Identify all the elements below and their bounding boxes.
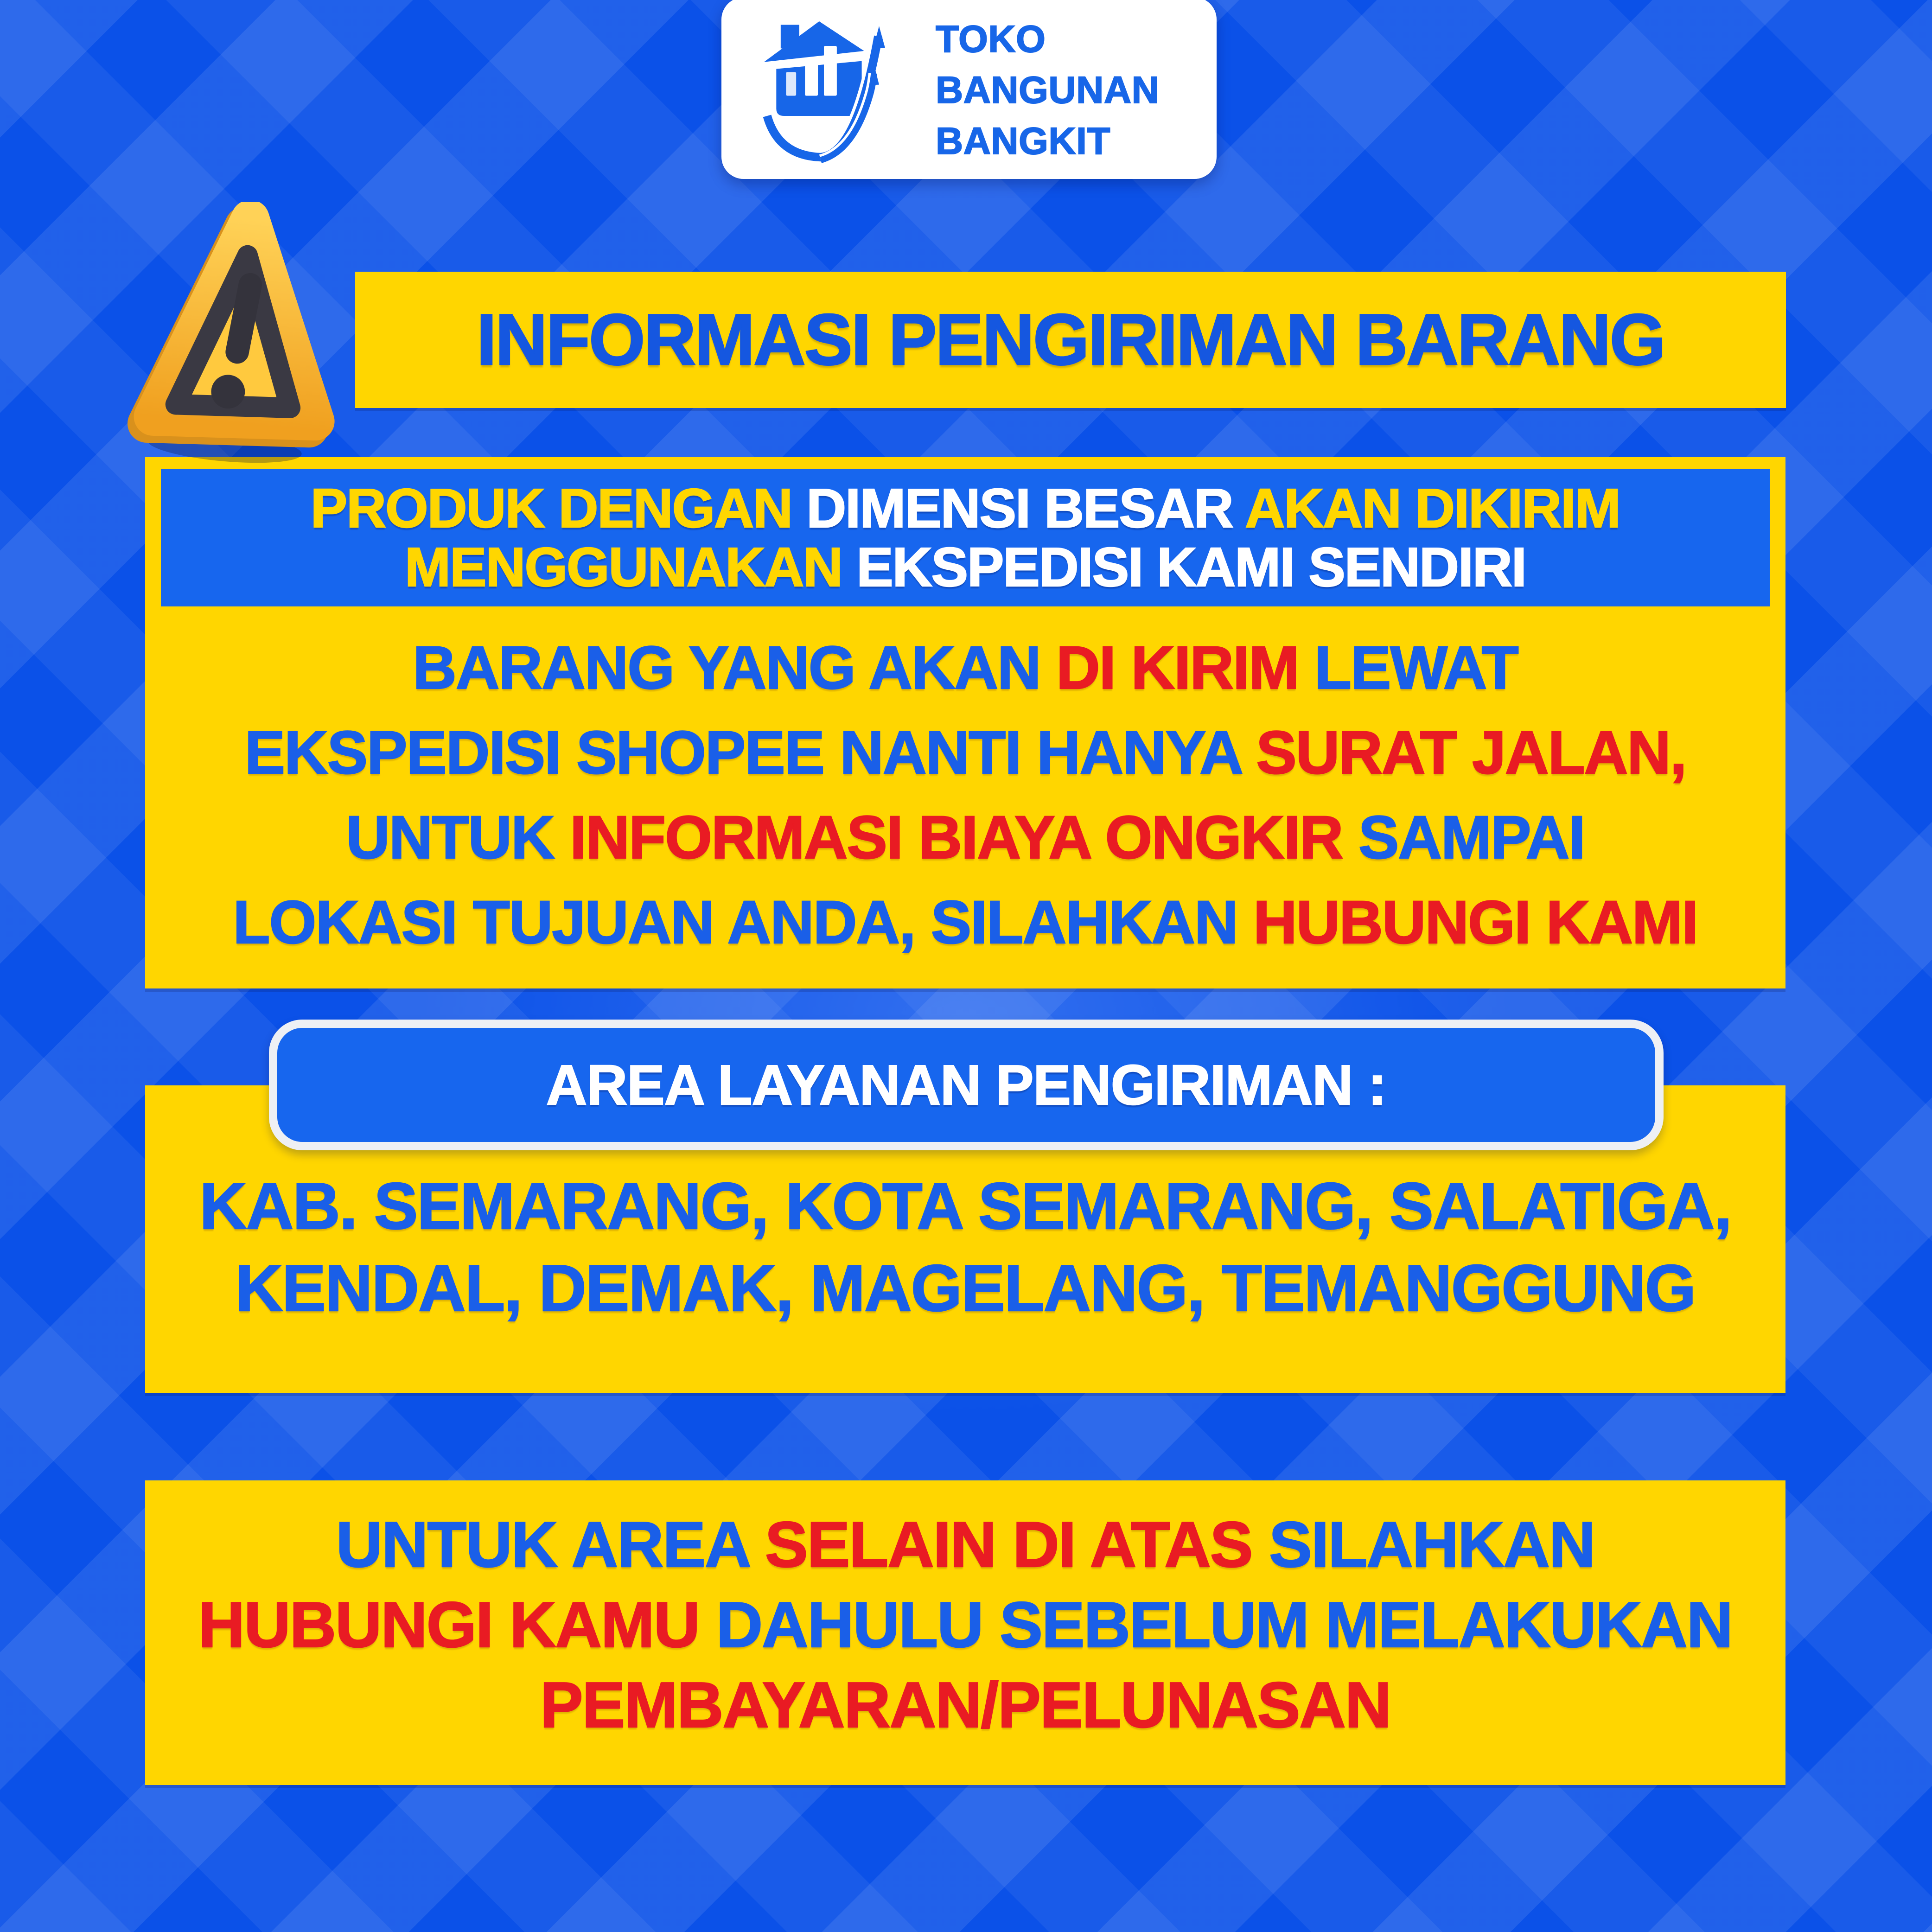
page-title: INFORMASI PENGIRIMAN BARANG (476, 299, 1665, 380)
service-area-line: KAB. SEMARANG, KOTA SEMARANG, SALATIGA, (199, 1169, 1731, 1243)
title-banner (355, 272, 1786, 408)
text-segment: BARANG YANG AKAN (413, 633, 1057, 701)
text-segment: UNTUK (346, 803, 570, 871)
logo-line-1: TOKO (936, 18, 1046, 60)
text-segment: AKAN DIKIRIM (1245, 478, 1620, 539)
logo-wordmark (936, 14, 1159, 167)
shipping-body-line (145, 625, 1785, 710)
text-segment: EKSPEDISI KAMI SENDIRI (856, 536, 1526, 598)
text-segment: LOKASI TUJUAN ANDA, SILAHKAN (233, 888, 1254, 956)
footer-line (145, 1665, 1785, 1745)
shipping-body-line (145, 880, 1785, 964)
shipping-header-line (405, 538, 1526, 597)
text-segment: INFORMASI BIAYA ONGKIR (570, 803, 1358, 871)
service-area-pill (269, 1020, 1664, 1150)
footer-note-panel (145, 1480, 1785, 1785)
shipping-header-banner (161, 469, 1770, 606)
text-segment: LEWAT (1314, 633, 1518, 701)
text-segment: EKSPEDISI SHOPEE NANTI HANYA (244, 718, 1256, 786)
footer-line (145, 1585, 1785, 1665)
logo-line-3: BANGKIT (936, 120, 1111, 162)
text-segment: SILAHKAN (1269, 1509, 1595, 1581)
service-area-line: KENDAL, DEMAK, MAGELANG, TEMANGGUNG (235, 1251, 1696, 1325)
text-segment: MENGGUNAKAN (405, 536, 857, 598)
text-segment: HUBUNGI KAMI (1253, 888, 1698, 956)
warning-triangle-graphic (119, 202, 351, 465)
warning-icon (119, 202, 351, 465)
shipping-header-line (311, 479, 1620, 538)
text-segment: UNTUK AREA (336, 1509, 765, 1581)
text-segment: DAHULU SEBELUM MELAKUKAN (716, 1589, 1733, 1661)
shipping-body-text (145, 625, 1785, 964)
text-segment: PRODUK DENGAN (310, 478, 807, 539)
shipping-info-panel (145, 457, 1785, 988)
footer-line (145, 1505, 1785, 1585)
text-segment: SURAT JALAN, (1256, 718, 1686, 786)
shipping-body-line (145, 795, 1785, 880)
text-segment: HUBUNGI KAMU (198, 1589, 716, 1661)
text-segment: PEMBAYARAN/PELUNASAN (540, 1669, 1391, 1741)
text-segment: DI KIRIM (1056, 633, 1314, 701)
text-segment: SELAIN DI ATAS (765, 1509, 1269, 1581)
house-bar-chart-swoosh-icon (746, 21, 918, 163)
logo-card (721, 0, 1217, 179)
service-area-pill-label: AREA LAYANAN PENGIRIMAN : (546, 1053, 1386, 1116)
shipping-body-line (145, 710, 1785, 795)
logo-line-2: BANGUNAN (936, 69, 1160, 111)
text-segment: SAMPAI (1358, 803, 1585, 871)
text-segment: DIMENSI BESAR (806, 478, 1245, 539)
